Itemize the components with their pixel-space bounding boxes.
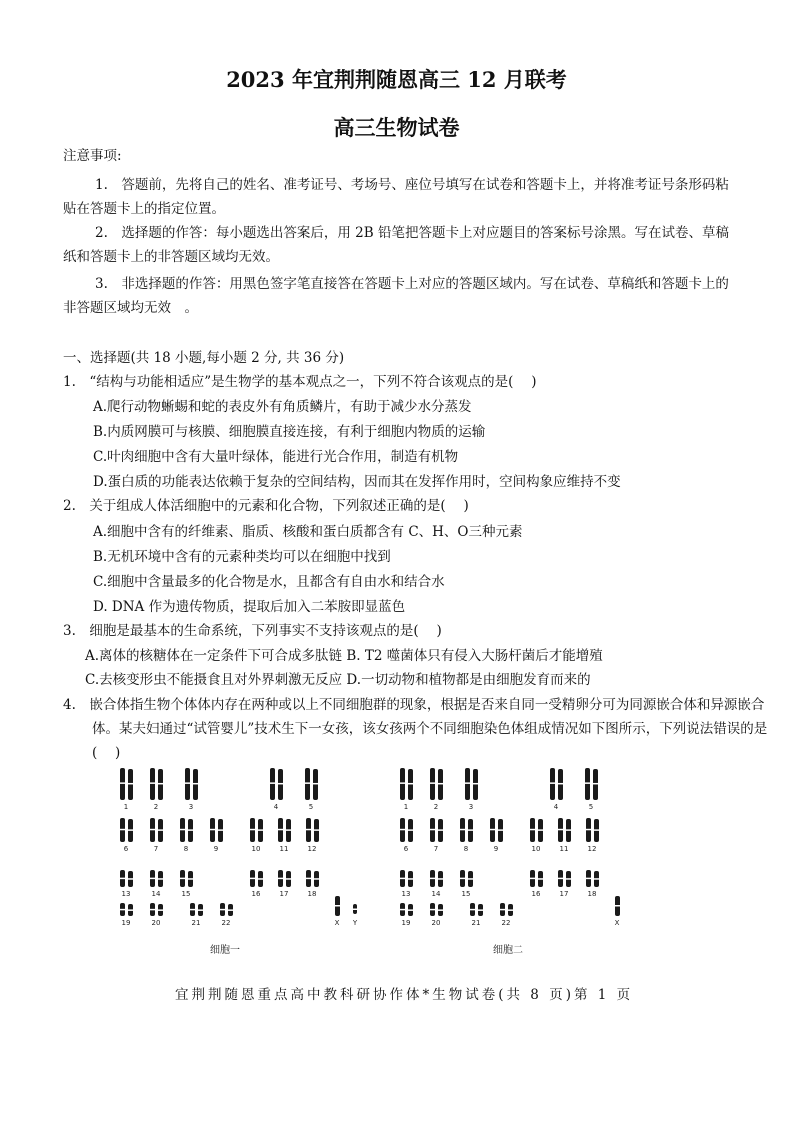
- question-2-option-a: A.细胞中含有的纤维素、脂质、核酸和蛋白质都含有 C、H、O三种元素: [93, 524, 523, 540]
- chromosome-band: [498, 829, 503, 831]
- chromosome-band: [270, 782, 275, 784]
- chromosome-band: [158, 878, 163, 880]
- karyotype-cell-2: [400, 768, 620, 927]
- chromosome-band: [158, 783, 163, 785]
- chromosome-number: 10: [531, 845, 541, 853]
- chromosome-band: [408, 829, 413, 831]
- chromosome-number: 3: [468, 803, 474, 811]
- chromosome-number: 6: [403, 845, 409, 853]
- section-heading: 一、选择题(共 18 小题,每小题 2 分, 共 36 分): [63, 350, 345, 366]
- chromosome: [550, 768, 555, 800]
- chromosome-number: 12: [307, 845, 317, 853]
- chromosome-number: 11: [279, 845, 289, 853]
- chromosome-number: 20: [151, 919, 161, 927]
- chromosome-number: 17: [279, 890, 289, 898]
- question-3-options-cd: C.去核变形虫不能摄食且对外界刺激无反应 D.一切动物和植物都是由细胞发育而来的: [85, 672, 591, 688]
- chromosome-band: [468, 878, 473, 880]
- chromosome-number: X: [334, 919, 340, 927]
- chromosome: [158, 769, 163, 800]
- chromosome-number: 18: [307, 890, 317, 898]
- question-1-option-b: B.内质网膜可与核膜、细胞膜直接连接，有利于细胞内物质的运输: [93, 424, 486, 440]
- chromosome: [305, 768, 310, 800]
- notes-heading: 注意事项:: [63, 148, 122, 164]
- chromosome-band: [250, 829, 255, 831]
- chromosome-number: 19: [121, 919, 131, 927]
- chromosome-band: [353, 909, 357, 911]
- chromosome-band: [150, 909, 155, 911]
- chromosome-band: [193, 783, 198, 785]
- chromosome-band: [150, 878, 155, 880]
- chromosome-band: [408, 783, 413, 785]
- chromosome-band: [460, 878, 465, 880]
- chromosome-band: [538, 878, 543, 880]
- chromosome-number: 2: [433, 803, 439, 811]
- chromosome-band: [530, 829, 535, 831]
- chromosome-number: 22: [221, 919, 231, 927]
- chromosome-band: [220, 909, 225, 911]
- chromosome-band: [286, 878, 291, 880]
- chromosome: [128, 769, 133, 800]
- chromosome: [473, 769, 478, 800]
- chromosome-band: [400, 878, 405, 880]
- question-1-stem: 1. “结构与功能相适应”是生物学的基本观点之一，下列不符合该观点的是( ): [63, 374, 537, 390]
- question-1-option-d: D.蛋白质的功能表达依赖于复杂的空间结构，因而其在发挥作用时，空间构象应维持不变: [93, 474, 621, 490]
- chromosome-band: [258, 878, 263, 880]
- chromosome-number: Y: [352, 919, 358, 927]
- chromosome-band: [550, 782, 555, 784]
- chromosome-band: [228, 909, 233, 911]
- chromosome-band: [585, 782, 590, 784]
- chromosome-number: 16: [251, 890, 261, 898]
- chromosome-number: 4: [553, 803, 559, 811]
- chromosome-number: 9: [493, 845, 499, 853]
- chromosome-number: 7: [153, 845, 159, 853]
- chromosome-band: [400, 829, 405, 831]
- chromosome-band: [594, 878, 599, 880]
- chromosome-band: [473, 783, 478, 785]
- chromosome-number: 5: [588, 803, 594, 811]
- chromosome-number: 14: [431, 890, 441, 898]
- chromosome-band: [335, 905, 340, 907]
- chromosome-band: [478, 909, 483, 911]
- chromosome-number: 7: [433, 845, 439, 853]
- chromosome-band: [185, 782, 190, 784]
- chromosome-band: [558, 878, 563, 880]
- chromosome-band: [120, 829, 125, 831]
- chromosome: [593, 769, 598, 800]
- chromosome-band: [538, 829, 543, 831]
- chromosome-number: 1: [123, 803, 129, 811]
- chromosome-band: [508, 909, 513, 911]
- karyotype-caption-1: 细胞一: [210, 945, 240, 956]
- note-item-1: 1. 答题前，先将自己的姓名、准考证号、考场号、座位号填写在试卷和答题卡上，并将准考证号条形码粘贴在答题卡上的指定位置。: [63, 177, 729, 217]
- chromosome-number: 5: [308, 803, 314, 811]
- chromosome-number: 4: [273, 803, 279, 811]
- chromosome-band: [430, 909, 435, 911]
- chromosome-band: [128, 909, 133, 911]
- chromosome-number: 2: [153, 803, 159, 811]
- question-4-stem: 4. 嵌合体指生物个体体内存在两种或以上不同细胞群的现象，根据是否来自同一受精卵分可为同源嵌合体和异源嵌合体。某夫妇通过“试管婴儿”技术生下一女孩，该女孩两个不同细胞染色体组成情况如下图所示，下列说法错误的是( ): [63, 697, 768, 761]
- chromosome-band: [430, 782, 435, 784]
- chromosome-band: [278, 829, 283, 831]
- chromosome-number: 9: [213, 845, 219, 853]
- chromosome: [278, 769, 283, 800]
- chromosome-band: [210, 829, 215, 831]
- chromosome-band: [305, 782, 310, 784]
- note-item-3: 3. 非选择题的作答：用黑色签字笔直接答在答题卡上对应的答题区域内。写在试卷、草稿纸和答题卡上的非答题区域均无效 。: [63, 276, 729, 316]
- chromosome: [400, 768, 405, 800]
- chromosome-band: [278, 783, 283, 785]
- chromosome-band: [615, 905, 620, 907]
- question-2-option-d: D. DNA 作为遗传物质，提取后加入二苯胺即显蓝色: [93, 599, 406, 615]
- chromosome-number: 12: [587, 845, 597, 853]
- note-item-2: 2. 选择题的作答：每小题选出答案后，用 2B 铅笔把答题卡上对应题目的答案标号涂黑。写在试卷、草稿纸和答题卡上的非答题区域均无效。: [63, 225, 729, 265]
- chromosome-band: [408, 909, 413, 911]
- chromosome-band: [460, 829, 465, 831]
- karyotype-caption-2: 细胞二: [493, 945, 523, 956]
- exam-subtitle: 高三生物试卷: [333, 115, 460, 140]
- question-3-stem: 3. 细胞是最基本的生命系统，下列事实不支持该观点的是( ): [63, 623, 442, 639]
- chromosome-number: 13: [121, 890, 131, 898]
- chromosome-band: [490, 829, 495, 831]
- chromosome-number: 21: [471, 919, 481, 927]
- chromosome-band: [438, 829, 443, 831]
- chromosome-band: [468, 829, 473, 831]
- chromosome: [313, 769, 318, 800]
- karyotype-cell-1: [120, 768, 358, 927]
- chromosome-band: [120, 909, 125, 911]
- chromosome-number: 17: [559, 890, 569, 898]
- chromosome-band: [158, 829, 163, 831]
- chromosome-number: 19: [401, 919, 411, 927]
- chromosome-band: [470, 909, 475, 911]
- exam-title: 2023 年宜荆荆随恩高三 12 月联考: [226, 67, 567, 92]
- chromosome-band: [400, 782, 405, 784]
- chromosome-band: [286, 829, 291, 831]
- chromosome-number: 6: [123, 845, 129, 853]
- chromosome-band: [128, 878, 133, 880]
- karyotype-figure: [110, 760, 630, 960]
- chromosome-number: 16: [531, 890, 541, 898]
- chromosome-number: 8: [183, 845, 189, 853]
- chromosome-band: [278, 878, 283, 880]
- chromosome-band: [438, 878, 443, 880]
- chromosome-band: [180, 829, 185, 831]
- chromosome-number: 11: [559, 845, 569, 853]
- chromosome: [585, 768, 590, 800]
- chromosome-band: [314, 878, 319, 880]
- chromosome-band: [306, 878, 311, 880]
- chromosome-band: [218, 829, 223, 831]
- chromosome-number: 15: [461, 890, 471, 898]
- chromosome-band: [500, 909, 505, 911]
- chromosome-number: 13: [401, 890, 411, 898]
- chromosome-band: [188, 829, 193, 831]
- chromosome-band: [558, 783, 563, 785]
- chromosome: [430, 768, 435, 800]
- chromosome-band: [594, 829, 599, 831]
- chromosome-band: [150, 829, 155, 831]
- chromosome-band: [566, 878, 571, 880]
- chromosome-number: 1: [403, 803, 409, 811]
- chromosome-band: [400, 909, 405, 911]
- chromosome-band: [530, 878, 535, 880]
- chromosome-band: [250, 878, 255, 880]
- chromosome-band: [586, 829, 591, 831]
- chromosome-number: 8: [463, 845, 469, 853]
- chromosome-number: 21: [191, 919, 201, 927]
- chromosome-band: [313, 783, 318, 785]
- chromosome-band: [438, 909, 443, 911]
- chromosome-band: [430, 878, 435, 880]
- chromosome-band: [180, 878, 185, 880]
- chromosome-band: [158, 909, 163, 911]
- chromosome: [270, 768, 275, 800]
- chromosome-band: [120, 782, 125, 784]
- chromosome: [193, 769, 198, 800]
- page-footer: 宜荆荆随恩重点高中教科研协作体*生物试卷(共 8 页)第 1 页: [175, 987, 634, 1003]
- chromosome-band: [593, 783, 598, 785]
- chromosome-band: [314, 829, 319, 831]
- chromosome-band: [438, 783, 443, 785]
- chromosome-band: [258, 829, 263, 831]
- chromosome: [465, 768, 470, 800]
- question-2-stem: 2. 关于组成人体活细胞中的元素和化合物，下列叙述正确的是( ): [63, 498, 469, 514]
- chromosome-number: 20: [431, 919, 441, 927]
- chromosome: [558, 769, 563, 800]
- chromosome: [185, 768, 190, 800]
- chromosome-number: X: [614, 919, 620, 927]
- chromosome-band: [430, 829, 435, 831]
- chromosome-band: [128, 783, 133, 785]
- chromosome: [408, 769, 413, 800]
- chromosome-number: 10: [251, 845, 261, 853]
- chromosome-number: 14: [151, 890, 161, 898]
- chromosome-number: 18: [587, 890, 597, 898]
- chromosome: [438, 769, 443, 800]
- chromosome-band: [586, 878, 591, 880]
- chromosome: [120, 768, 125, 800]
- chromosome-band: [190, 909, 195, 911]
- question-2-option-b: B.无机环境中含有的元素种类均可以在细胞中找到: [93, 549, 391, 565]
- chromosome-number: 15: [181, 890, 191, 898]
- chromosome: [150, 768, 155, 800]
- question-1-option-c: C.叶肉细胞中含有大量叶绿体，能进行光合作用，制造有机物: [93, 449, 459, 465]
- chromosome-band: [120, 878, 125, 880]
- chromosome-band: [558, 829, 563, 831]
- question-2-option-c: C.细胞中含量最多的化合物是水，且都含有自由水和结合水: [93, 574, 445, 590]
- chromosome-band: [188, 878, 193, 880]
- chromosome-number: 22: [501, 919, 511, 927]
- chromosome-band: [408, 878, 413, 880]
- question-3-options-ab: A.离体的核糖体在一定条件下可合成多肽链 B. T2 噬菌体只有侵入大肠杆菌后才能增殖: [85, 648, 603, 664]
- chromosome-band: [198, 909, 203, 911]
- question-1-option-a: A.爬行动物蜥蜴和蛇的表皮外有角质鳞片，有助于减少水分蒸发: [93, 399, 472, 415]
- chromosome-number: 3: [188, 803, 194, 811]
- chromosome-band: [566, 829, 571, 831]
- chromosome-band: [128, 829, 133, 831]
- chromosome-band: [306, 829, 311, 831]
- chromosome-band: [465, 782, 470, 784]
- chromosome-band: [150, 782, 155, 784]
